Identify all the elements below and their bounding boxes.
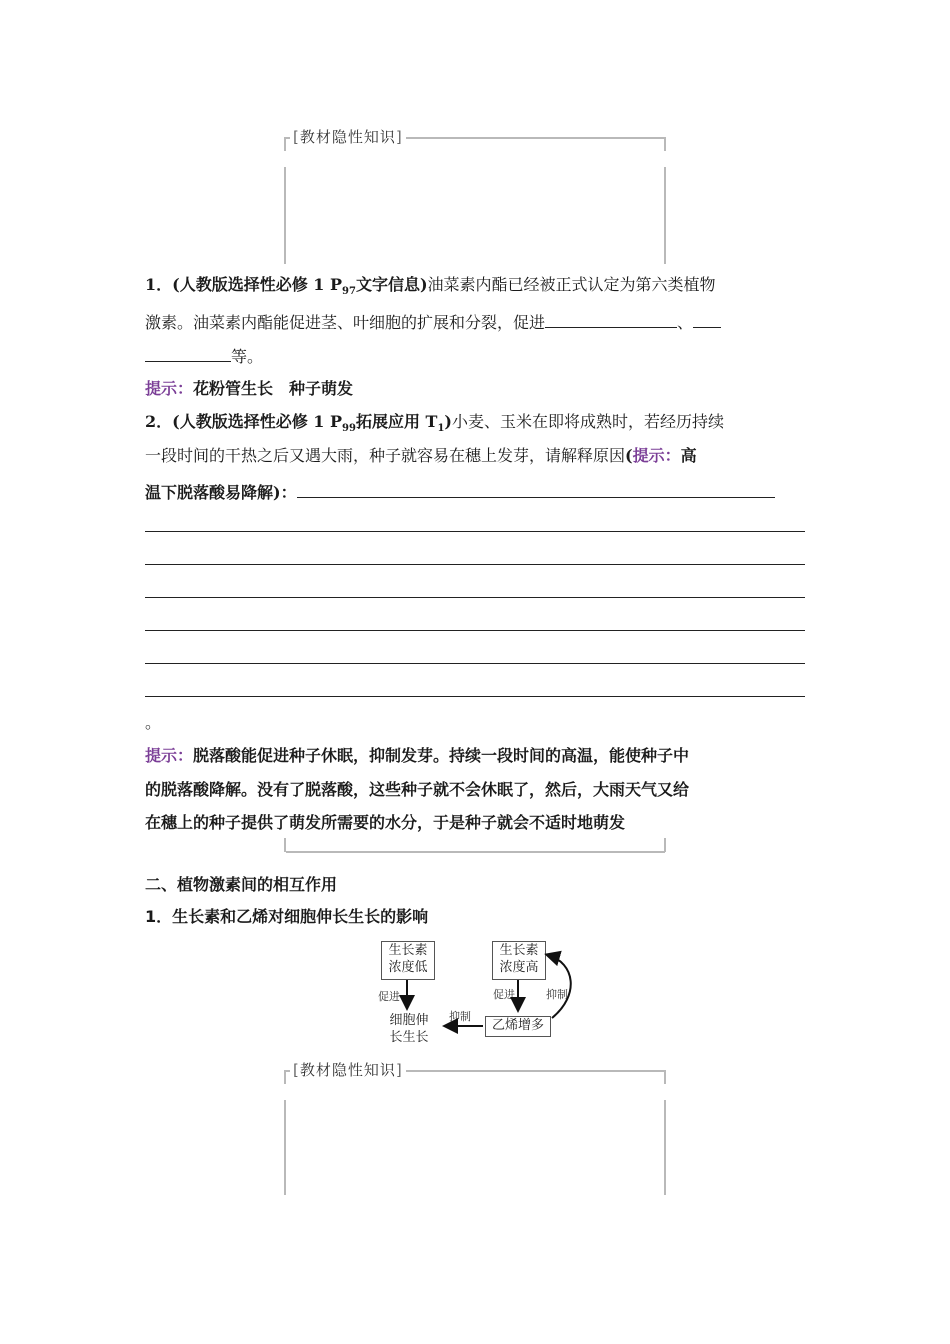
frame-left-border-top (284, 137, 286, 151)
frame-right-border-bottom (664, 838, 666, 852)
q2-hint-line-3 (145, 812, 625, 834)
diagram-arrows (370, 935, 590, 1045)
q1-hint-label: 提示： (145, 379, 194, 398)
q2-hint-text-3: 在穗上的种子提供了萌发所需要的水分，于是种子就会不适时地萌发 (145, 813, 626, 832)
auxin-high-line-1: 生长素 (499, 943, 539, 958)
ethylene-box: 乙烯增多 (485, 1016, 551, 1037)
q2-answer-line-6[interactable] (145, 663, 805, 664)
q1-blank-1[interactable] (545, 310, 677, 328)
q1-separator: 、 (677, 313, 694, 332)
q2-answer-line-4[interactable] (145, 597, 805, 598)
q2-answer-blank-1[interactable] (297, 480, 775, 498)
frame2-right-border (664, 1100, 666, 1195)
q2-end (145, 712, 161, 734)
arrow-inhibit-feedback (548, 955, 571, 1018)
q2-inline-hint-label: 提示： (632, 446, 681, 465)
promote-label-left: 促进 (378, 990, 400, 1003)
promote-label-right: 促进 (493, 988, 515, 1001)
section-heading: 二、植物激素间的相互作用 (145, 875, 338, 894)
q1-line-3 (145, 344, 263, 368)
inhibit-label-bottom: 抑制 (449, 1010, 471, 1023)
q1-hint (145, 378, 353, 400)
q1-number: 1． (145, 275, 173, 294)
frame2-left-border-top (284, 1070, 286, 1084)
q2-source: (人教版选择性必修 1 P (172, 412, 343, 431)
q1-hint-text: 花粉管生长 种子萌发 (193, 379, 354, 398)
bracket2-left: [ (293, 1061, 300, 1079)
q2-hint-text-1: 脱落酸能促进种子休眠，抑制发芽。持续一段时间的高温，能使种子中 (193, 746, 690, 765)
bracket-right: ] (395, 128, 403, 146)
q1-source-tail: 文字信息) (355, 275, 428, 294)
auxin-high-line-2: 浓度高 (499, 960, 539, 975)
q1-text-1: 油菜素内酯已经被正式认定为第六类植物 (427, 275, 716, 294)
q2-answer-line-7[interactable] (145, 696, 805, 697)
q2-answer-line-5[interactable] (145, 630, 805, 631)
frame-title (290, 126, 406, 147)
q2-hint-line-2 (145, 779, 689, 801)
q2-text-2: 一段时间的干热之后又遇大雨，种子就容易在穗上发芽，请解释原因 (145, 446, 626, 465)
frame-right-border (664, 167, 666, 264)
frame-title-text: 教材隐性知识 (299, 128, 396, 146)
q2-hint-text-2: 的脱落酸降解。没有了脱落酸，这些种子就不会休眠了，然后，大雨天气又给 (145, 780, 690, 799)
q1-line-1 (145, 274, 716, 303)
q1-text-3: 等。 (231, 347, 264, 366)
q2-source-tail: 拓展应用 T (355, 412, 438, 431)
q2-hint-line-1 (145, 745, 689, 767)
frame-bottom-border (286, 851, 665, 853)
q2-text-1: 小麦、玉米在即将成熟时，若经历持续 (451, 412, 724, 431)
q2-inline-hint-tail: 高 (680, 446, 697, 465)
bracket-left: [ (293, 128, 300, 146)
frame2-left-border (284, 1100, 286, 1195)
q2-source-task: 1 (437, 423, 445, 435)
auxin-low-line-1: 生长素 (388, 943, 428, 958)
section-subheading: 1．生长素和乙烯对细胞伸长生长的影响 (145, 907, 429, 926)
frame-left-border-bottom (284, 838, 286, 852)
q2-line-3 (145, 480, 775, 504)
cell-elongation-line-1: 细胞伸 (389, 1013, 429, 1028)
inhibit-label-top: 抑制 (546, 988, 568, 1001)
q2-line-1 (145, 411, 724, 440)
q2-line-2 (145, 445, 697, 467)
frame-right-border-top (664, 137, 666, 151)
q1-blank-2-end[interactable] (145, 344, 231, 362)
frame2-right-border-top (664, 1070, 666, 1084)
q2-answer-line-3[interactable] (145, 564, 805, 565)
q2-source-page: 99 (342, 423, 356, 435)
q2-paren: ( (625, 446, 633, 465)
frame2-title-text: 教材隐性知识 (299, 1061, 396, 1079)
q1-blank-2-start[interactable] (693, 310, 721, 328)
frame2-title (290, 1059, 406, 1080)
bracket2-right: ] (395, 1061, 403, 1079)
frame-left-border (284, 167, 286, 264)
q1-source: (人教版选择性必修 1 P (172, 275, 343, 294)
q1-text-2: 激素。油菜素内酯能促进茎、叶细胞的扩展和分裂，促进 (145, 313, 546, 332)
q2-end-mark: 。 (145, 713, 162, 732)
q2-text-3: 温下脱落酸易降解)： (145, 483, 297, 502)
cell-elongation-line-2: 长生长 (389, 1030, 429, 1045)
q2-number: 2． (145, 412, 173, 431)
q2-answer-line-2[interactable] (145, 531, 805, 532)
q1-source-page: 97 (342, 286, 356, 298)
auxin-low-line-2: 浓度低 (388, 960, 428, 975)
q2-hint-label: 提示： (145, 746, 194, 765)
q1-line-2 (145, 310, 721, 334)
q2-source-close: ) (444, 412, 452, 431)
